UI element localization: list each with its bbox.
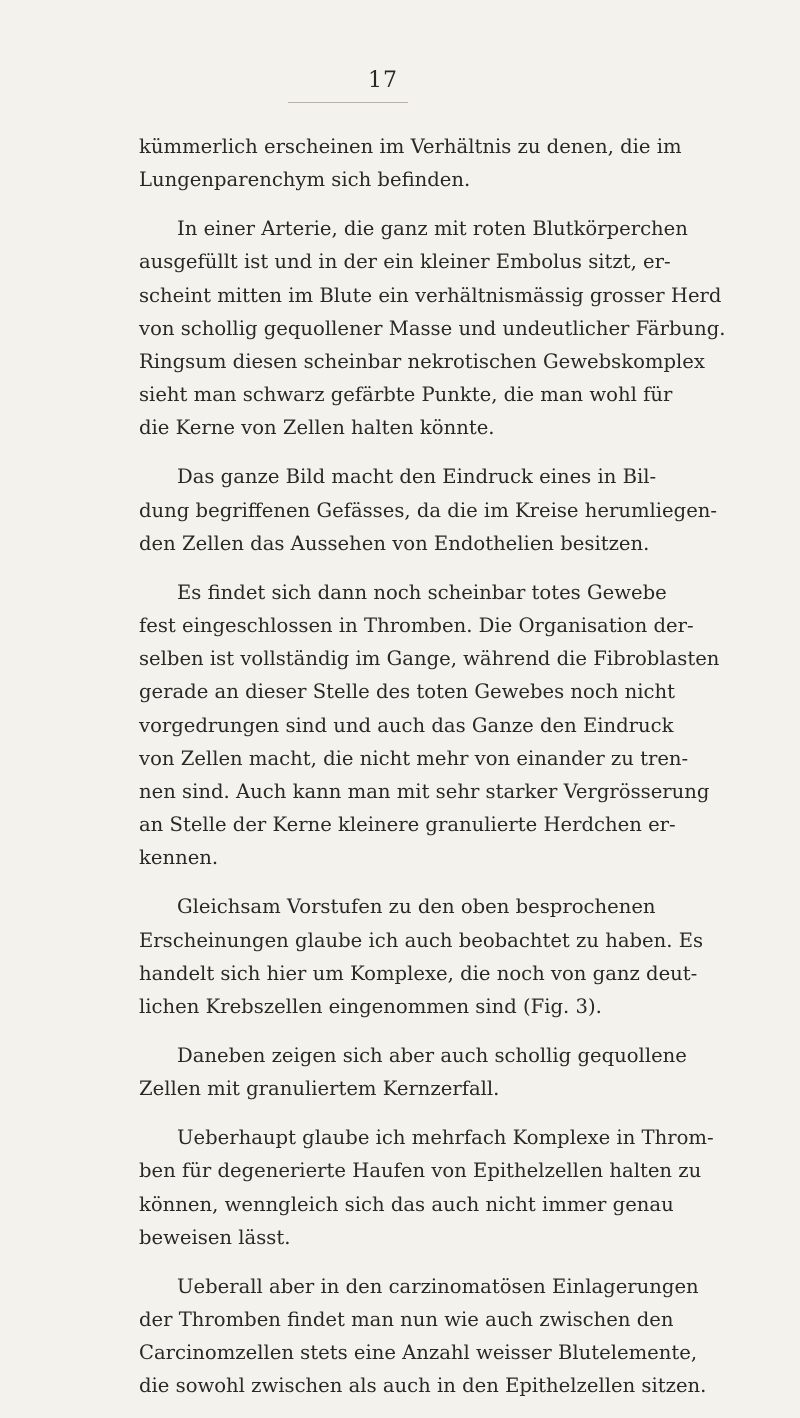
paragraph: [139, 890, 704, 1023]
paragraph: [139, 1121, 714, 1254]
paragraph: [139, 212, 726, 444]
text-line: In einer Arterie, die ganz mit roten Blutkörperchen: [177, 217, 688, 241]
text-line: Carcinomzellen stets eine Anzahl weisser Blutelemente,: [139, 1341, 698, 1365]
paragraph: [139, 460, 718, 560]
text-line: Daneben zeigen sich aber auch schollig gequollene: [177, 1044, 687, 1068]
text-line: Ringsum diesen scheinbar nekrotischen Gewebskomplex: [139, 350, 705, 374]
text-line: scheint mitten im Blute ein verhältnismässig grosser Herd: [139, 283, 722, 307]
text-line: nen sind. Auch kann man mit sehr starker Vergrösserung: [139, 780, 710, 804]
text-line: Zellen mit granuliertem Kernzerfall.: [139, 1077, 500, 1101]
page-number: 17: [368, 68, 398, 93]
paragraph: [139, 576, 720, 875]
text-line: fest eingeschlossen in Thromben. Die Organisation der-: [139, 614, 694, 638]
paragraph: [139, 130, 682, 196]
text-line: Erscheinungen glaube ich auch beobachtet zu haben. Es: [139, 928, 704, 952]
text-line: vorgedrungen sind und auch das Ganze den Eindruck: [139, 713, 674, 737]
text-line: an Stelle der Kerne kleinere granulierte Herdchen er-: [139, 813, 676, 837]
text-line: handelt sich hier um Komplexe, die noch von ganz deut-: [139, 961, 698, 985]
text-line: den Zellen das Aussehen von Endothelien besitzen.: [139, 531, 650, 555]
text-line: Das ganze Bild macht den Eindruck eines in Bil-: [177, 465, 657, 489]
text-line: ausgefüllt ist und in der ein kleiner Embolus sitzt, er-: [139, 250, 671, 274]
text-line: können, wenngleich sich das auch nicht immer genau: [139, 1192, 674, 1216]
text-line: von Zellen macht, die nicht mehr von einander zu tren-: [139, 746, 689, 770]
text-line: gerade an dieser Stelle des toten Gewebes noch nicht: [139, 680, 676, 704]
body-text: [139, 130, 726, 1418]
text-line: die sowohl zwischen als auch in den Epithelzellen sitzen.: [139, 1374, 707, 1398]
text-line: Ueberhaupt glaube ich mehrfach Komplexe in Throm-: [177, 1126, 714, 1150]
text-line: Gleichsam Vorstufen zu den oben besprochenen: [177, 895, 656, 919]
text-line: dung begriffenen Gefässes, da die im Kreise herumliegen-: [139, 498, 718, 522]
text-line: kennen.: [139, 846, 219, 870]
text-line: von schollig gequollener Masse und undeutlicher Färbung.: [139, 316, 726, 340]
header-rule: [288, 102, 408, 103]
paragraph: [139, 1270, 707, 1403]
text-line: Lungenparenchym sich befinden.: [139, 168, 471, 192]
text-line: ben für degenerierte Haufen von Epithelzellen halten zu: [139, 1159, 702, 1183]
text-line: sieht man schwarz gefärbte Punkte, die man wohl für: [139, 383, 673, 407]
text-line: der Thromben findet man nun wie auch zwischen den: [139, 1308, 674, 1332]
text-line: die Kerne von Zellen halten könnte.: [139, 416, 495, 440]
text-line: lichen Krebszellen eingenommen sind (Fig. 3).: [139, 995, 602, 1019]
text-line: Ueberall aber in den carzinomatösen Einlagerungen: [177, 1274, 699, 1298]
text-line: selben ist vollständig im Gange, während die Fibroblasten: [139, 647, 720, 671]
paragraph: [139, 1039, 687, 1105]
text-line: kümmerlich erscheinen im Verhältnis zu denen, die im: [139, 135, 682, 158]
text-line: beweisen lässt.: [139, 1225, 291, 1249]
text-line: Es findet sich dann noch scheinbar totes Gewebe: [177, 580, 667, 604]
